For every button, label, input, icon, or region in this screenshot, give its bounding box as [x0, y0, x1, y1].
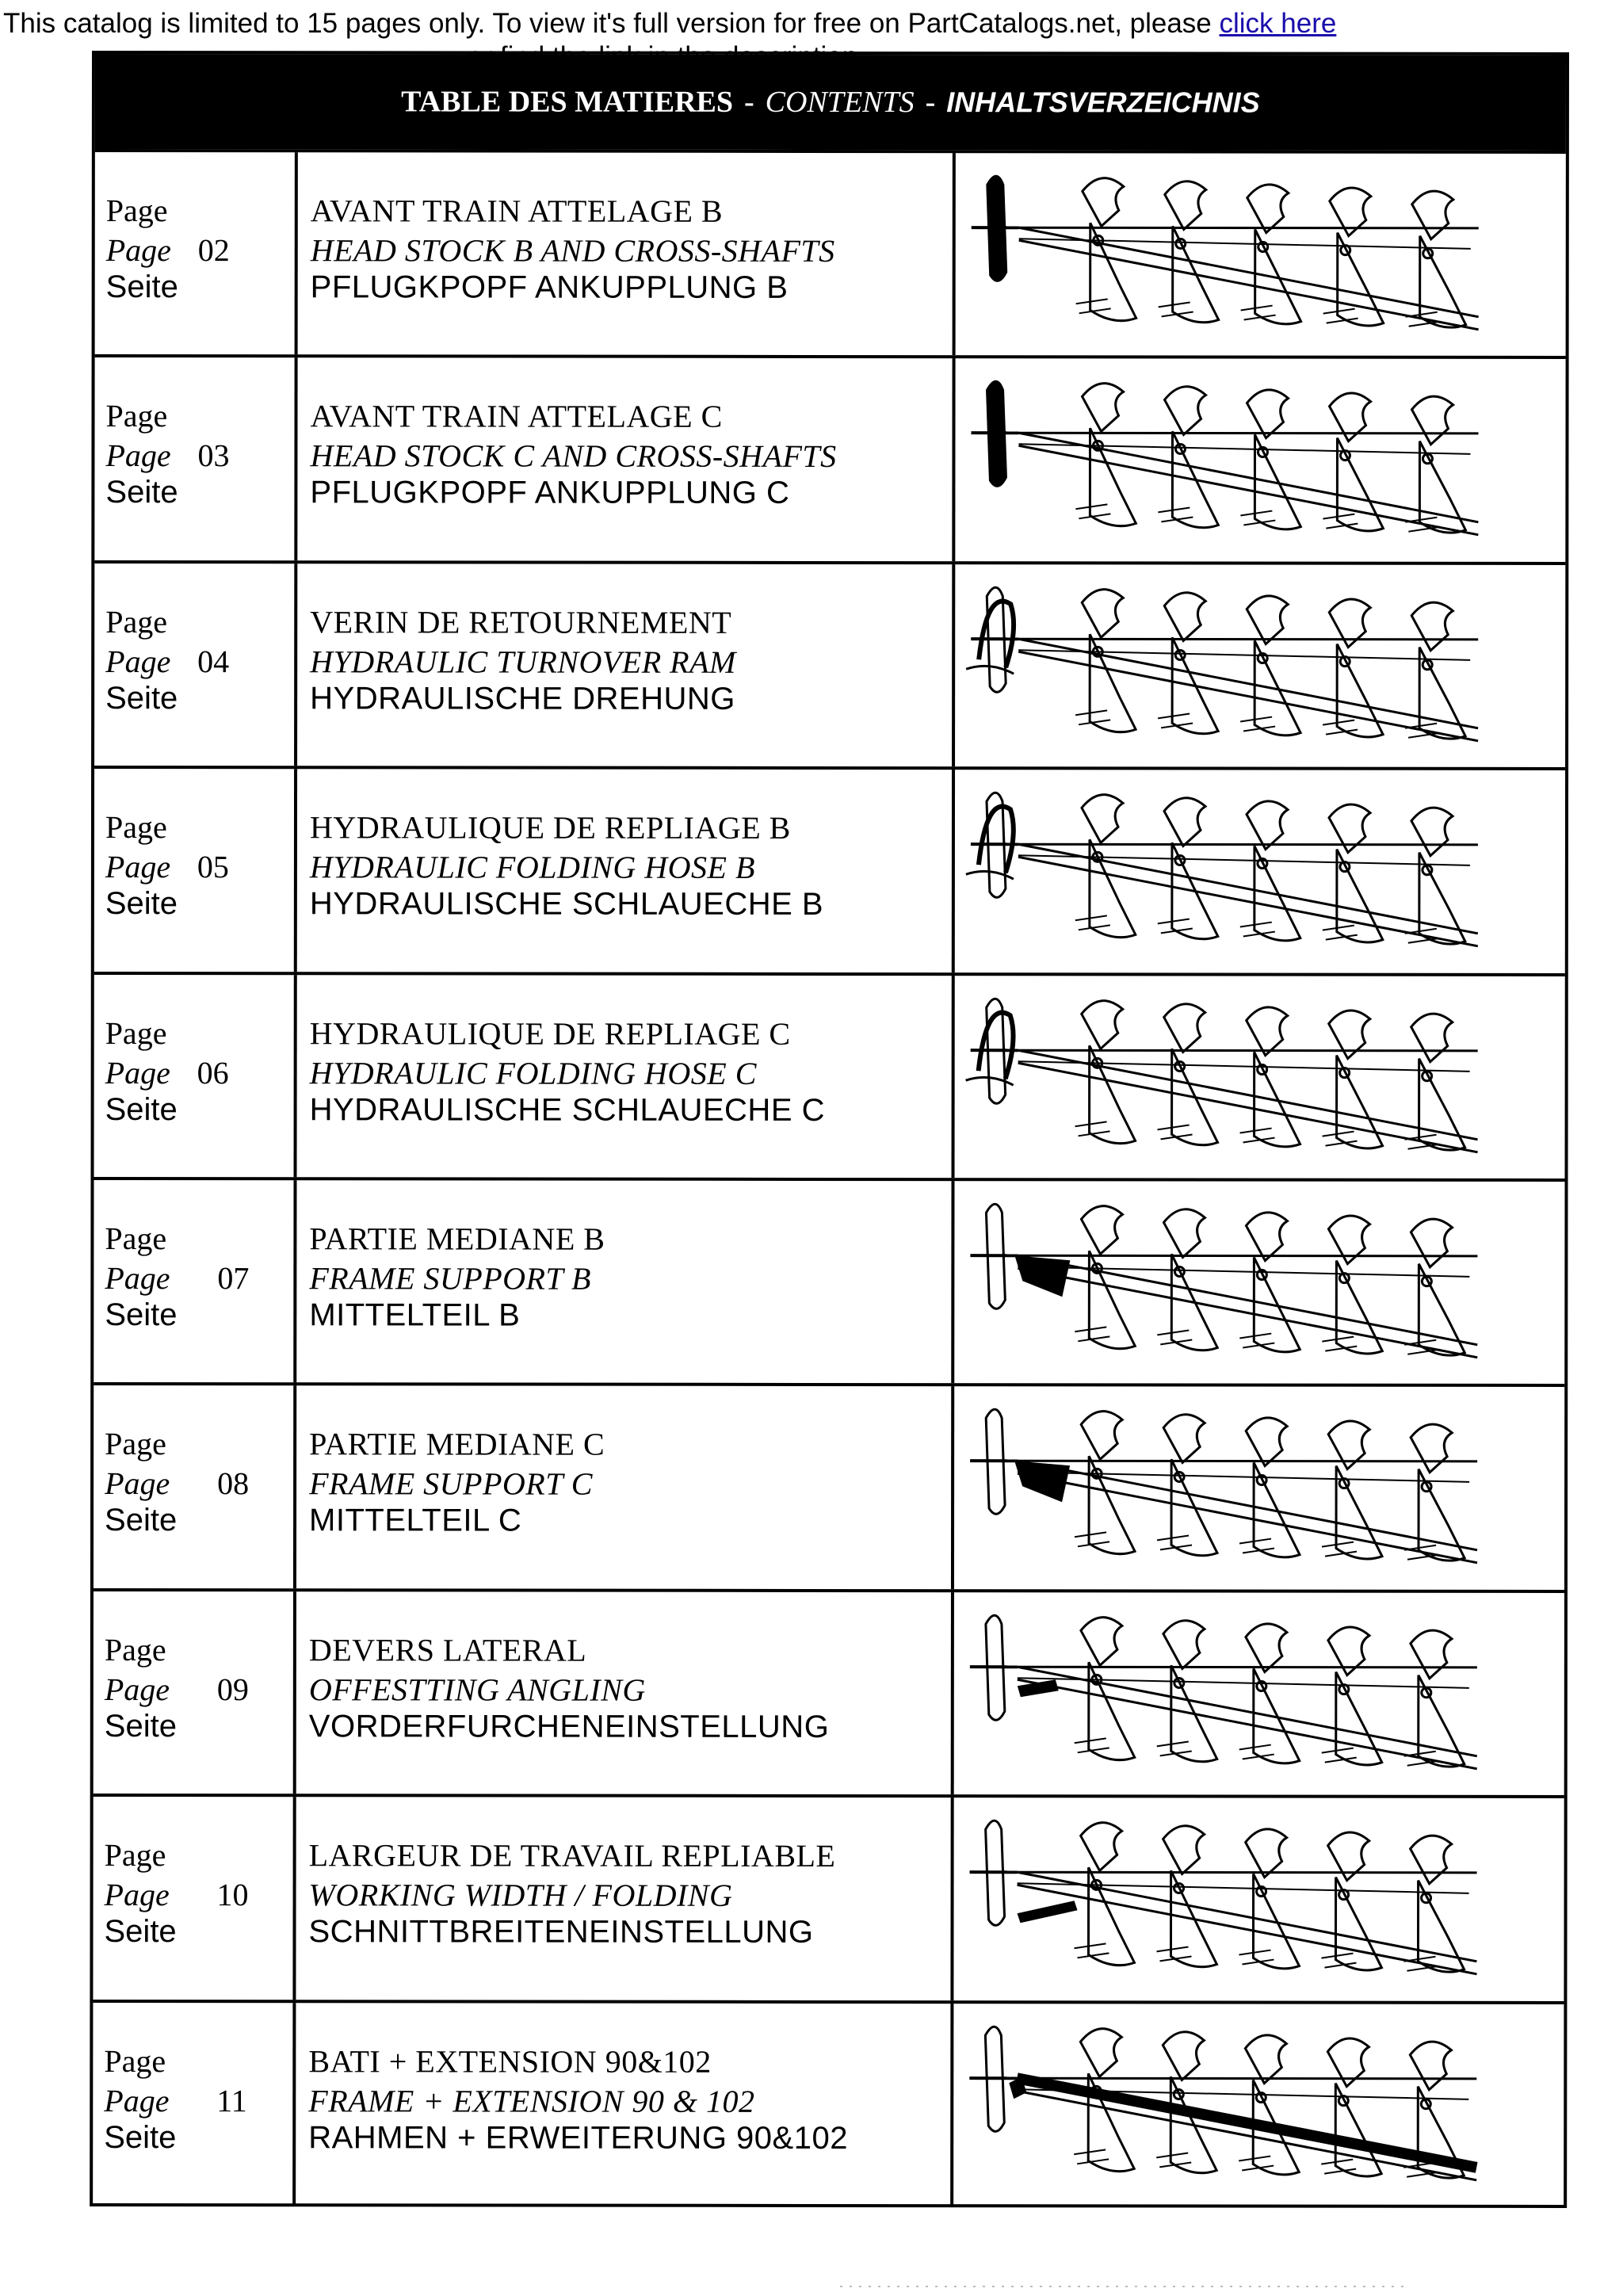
plough-diagram-icon: [962, 1395, 1509, 1583]
page-label-fr: Page: [105, 603, 168, 640]
page-label-en: Page: [105, 643, 171, 679]
header-title-fr: TABLE DES MATIERES: [401, 85, 734, 119]
section-title-en: WORKING WIDTH / FOLDING: [308, 1877, 733, 1914]
section-title-cell: [297, 358, 955, 561]
page-label-en: Page: [105, 437, 171, 474]
section-title-fr: VERIN DE RETOURNEMENT: [310, 604, 732, 640]
section-title-fr: PARTIE MEDIANE B: [309, 1221, 605, 1257]
section-title-fr: PARTIE MEDIANE C: [309, 1426, 605, 1463]
page-label-de: Seite: [104, 1914, 177, 1950]
page-reference-cell: [94, 1385, 296, 1588]
contents-row[interactable]: [94, 1588, 1564, 1795]
plough-illustration-cell: [955, 359, 1565, 562]
click-here-link[interactable]: click here: [1219, 8, 1337, 39]
plough-diagram-icon: [964, 161, 1510, 349]
section-title-de: HYDRAULISCHE DREHUNG: [310, 681, 735, 716]
page-reference-cell: [94, 1180, 296, 1383]
page-number: 11: [216, 2082, 247, 2118]
contents-table: [90, 51, 1569, 2208]
section-title-de: MITTELTEIL C: [309, 1503, 522, 1538]
plough-illustration-cell: [955, 976, 1565, 1179]
plough-illustration-cell: [953, 1797, 1564, 2000]
contents-row[interactable]: [94, 560, 1565, 767]
page-label-de: Seite: [105, 886, 178, 922]
section-title-cell: [296, 1591, 954, 1794]
contents-row[interactable]: [93, 1794, 1564, 2000]
page-number: 07: [217, 1260, 250, 1297]
limited-catalog-notice: [3, 5, 1336, 43]
section-title-de: RAHMEN + ERWEITERUNG 90&102: [308, 2119, 848, 2156]
page-label-fr: Page: [105, 1426, 166, 1462]
faint-footer-marks: [840, 2283, 1411, 2290]
section-title-en: FRAME SUPPORT C: [309, 1465, 593, 1503]
contents-row[interactable]: [93, 2000, 1564, 2206]
plough-illustration-cell: [955, 770, 1565, 972]
section-title-en: FRAME SUPPORT B: [309, 1260, 591, 1297]
page-label-en: Page: [104, 1877, 170, 1913]
section-title-de: MITTELTEIL B: [309, 1297, 521, 1333]
plough-diagram-icon: [963, 984, 1510, 1171]
page-label-en: Page: [105, 1054, 170, 1091]
section-title-en: HEAD STOCK B AND CROSS-SHAFTS: [310, 232, 835, 269]
plough-illustration-cell: [954, 1181, 1564, 1384]
section-title-fr: BATI + EXTENSION 90&102: [308, 2042, 712, 2080]
section-title-cell: [296, 1180, 954, 1383]
header-separator: -: [744, 85, 754, 119]
section-title-en: HYDRAULIC TURNOVER RAM: [310, 644, 736, 680]
table-header: [95, 54, 1566, 151]
contents-row[interactable]: [95, 149, 1566, 356]
page-reference-cell: [94, 769, 297, 972]
section-title-cell: [296, 1797, 953, 2000]
page-reference-cell: [94, 975, 297, 1178]
plough-illustration-cell: [954, 1387, 1564, 1590]
page-reference-cell: [93, 2003, 296, 2206]
plough-diagram-icon: [963, 572, 1510, 760]
page-number: 05: [197, 849, 229, 885]
page-reference-cell: [95, 152, 298, 355]
section-title-en: FRAME + EXTENSION 90 & 102: [308, 2082, 755, 2119]
page-number: 04: [197, 643, 230, 679]
contents-row[interactable]: [94, 766, 1565, 972]
page-label-de: Seite: [105, 475, 178, 510]
page-label-fr: Page: [105, 193, 168, 229]
contents-row[interactable]: [94, 354, 1565, 561]
plough-diagram-icon: [961, 1805, 1508, 1993]
page-number: 02: [197, 232, 230, 269]
section-title-en: HYDRAULIC FOLDING HOSE B: [309, 849, 755, 886]
page-reference-cell: [93, 1797, 296, 2000]
page-label-en: Page: [105, 232, 171, 269]
section-title-fr: HYDRAULIQUE DE REPLIAGE B: [309, 809, 791, 846]
page-label-de: Seite: [105, 269, 178, 305]
page-label-de: Seite: [104, 2119, 177, 2155]
page-label-de: Seite: [105, 1297, 178, 1333]
page-number: 08: [217, 1465, 250, 1502]
page-number: 03: [197, 437, 230, 474]
contents-row[interactable]: [94, 1382, 1564, 1589]
section-title-de: HYDRAULISCHE SCHLAUECHE C: [309, 1091, 826, 1128]
page-label-en: Page: [104, 2082, 170, 2118]
section-title-fr: HYDRAULIQUE DE REPLIAGE C: [309, 1014, 791, 1052]
header-title-en: CONTENTS: [765, 85, 915, 120]
section-title-fr: AVANT TRAIN ATTELAGE B: [310, 193, 724, 229]
section-title-fr: DEVERS LATERAL: [308, 1632, 587, 1668]
section-title-cell: [297, 563, 955, 766]
section-title-cell: [297, 769, 955, 972]
page-label-de: Seite: [105, 1503, 178, 1538]
contents-row[interactable]: [94, 972, 1565, 1179]
section-title-fr: AVANT TRAIN ATTELAGE C: [310, 398, 723, 435]
page-label-de: Seite: [105, 680, 178, 716]
page-reference-cell: [94, 563, 297, 766]
page-reference-cell: [94, 1591, 296, 1794]
page-label-fr: Page: [105, 1221, 167, 1257]
header-title-de: INHALTSVERZEICHNIS: [946, 86, 1260, 119]
section-title-en: OFFESTTING ANGLING: [308, 1671, 646, 1708]
section-title-de: SCHNITTBREITENEINSTELLUNG: [308, 1914, 814, 1950]
plough-illustration-cell: [956, 153, 1566, 356]
notice-text: This catalog is limited to 15 pages only. To view it's full version for free on PartCatalogs.net, please: [3, 8, 1220, 39]
page-label-fr: Page: [105, 809, 167, 846]
plough-diagram-icon: [963, 777, 1510, 965]
section-title-en: HEAD STOCK C AND CROSS-SHAFTS: [310, 437, 837, 475]
section-title-en: HYDRAULIC FOLDING HOSE C: [309, 1054, 757, 1091]
plough-diagram-icon: [961, 2011, 1508, 2199]
page-label-en: Page: [105, 1465, 170, 1502]
section-title-cell: [296, 2003, 953, 2206]
plough-illustration-cell: [953, 2004, 1564, 2206]
page-number: 09: [216, 1671, 249, 1708]
section-title-cell: [298, 152, 956, 355]
section-title-de: HYDRAULISCHE SCHLAUECHE B: [309, 886, 824, 923]
page-label-en: Page: [105, 1260, 170, 1297]
page-label-fr: Page: [104, 1631, 166, 1668]
header-separator: -: [925, 86, 936, 120]
plough-diagram-icon: [962, 1600, 1509, 1788]
section-title-fr: LARGEUR DE TRAVAIL REPLIABLE: [308, 1837, 836, 1874]
page-label-de: Seite: [104, 1708, 177, 1744]
section-title-de: PFLUGKPOPF ANKUPPLUNG C: [310, 475, 790, 511]
page-label-fr: Page: [104, 1837, 166, 1874]
plough-illustration-cell: [955, 564, 1565, 767]
page-number: 10: [216, 1877, 249, 1913]
contents-row[interactable]: [94, 1177, 1564, 1384]
section-title-cell: [296, 1386, 954, 1589]
plough-diagram-icon: [963, 367, 1510, 555]
page-label-fr: Page: [104, 2042, 166, 2079]
plough-diagram-icon: [962, 1189, 1509, 1377]
page-label-de: Seite: [105, 1091, 178, 1127]
page-label-fr: Page: [105, 1014, 167, 1051]
section-title-de: PFLUGKPOPF ANKUPPLUNG B: [310, 269, 789, 305]
page-number: 06: [197, 1054, 229, 1091]
page-label-fr: Page: [105, 398, 168, 434]
page-label-en: Page: [105, 849, 171, 885]
page-reference-cell: [94, 357, 297, 560]
section-title-de: VORDERFURCHENEINSTELLUNG: [308, 1709, 830, 1744]
section-title-cell: [297, 975, 955, 1178]
plough-illustration-cell: [954, 1592, 1564, 1795]
page-label-en: Page: [104, 1671, 170, 1707]
